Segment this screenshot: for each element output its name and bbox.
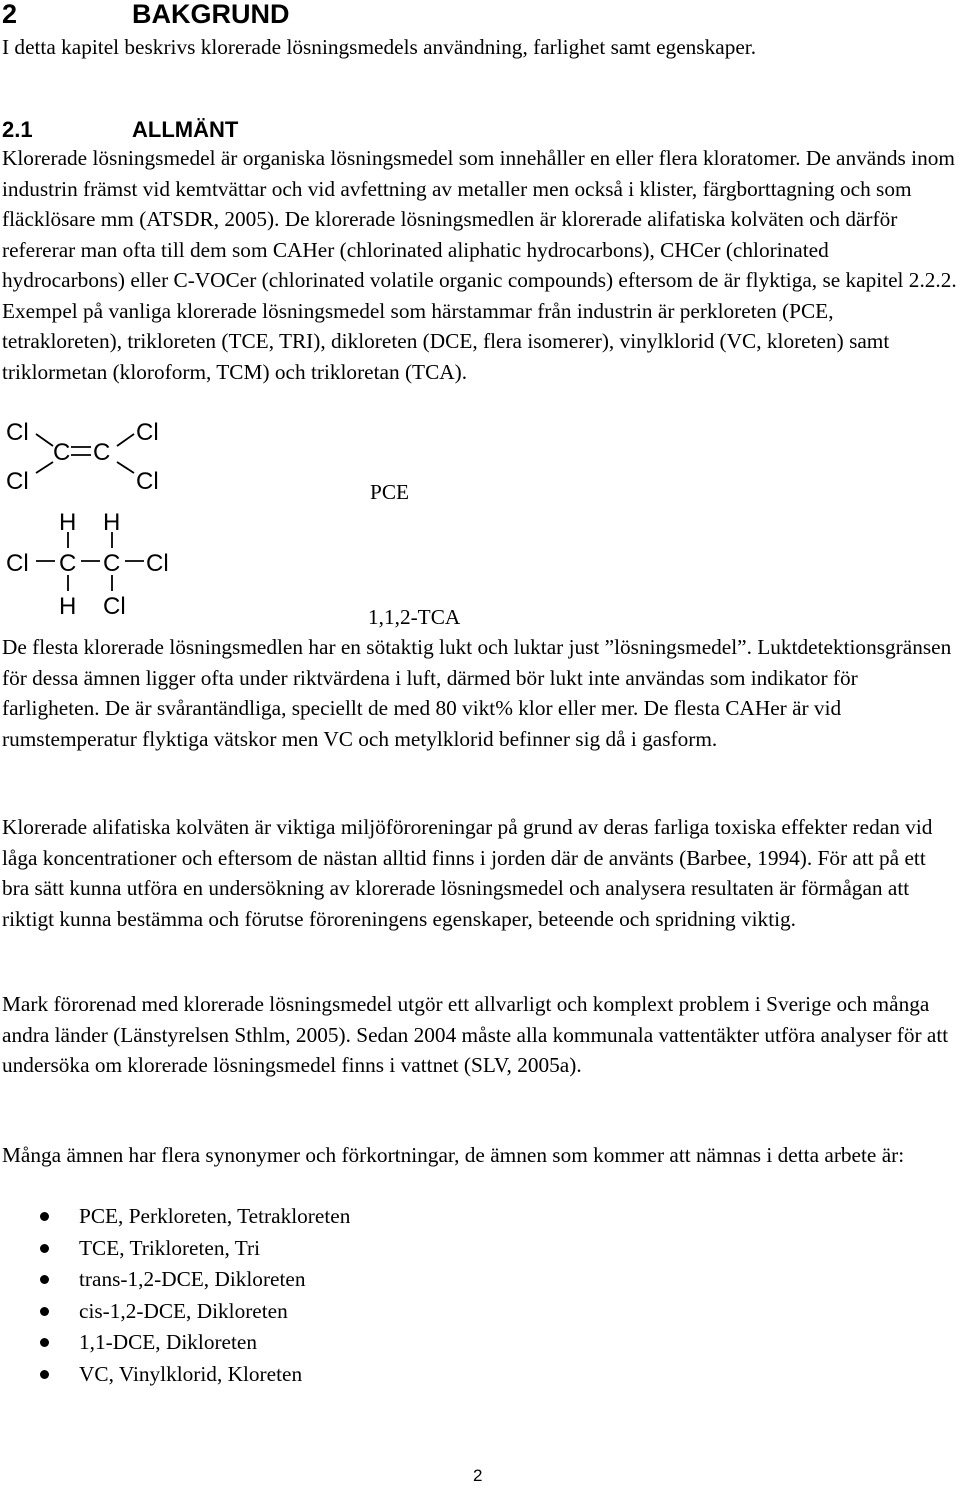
list-item xyxy=(0,1201,600,1233)
chapter-heading xyxy=(2,0,290,30)
section-title: ALLMÄNT xyxy=(132,117,239,142)
section-number: 2.1 xyxy=(2,117,33,142)
pce-label: PCE xyxy=(370,480,410,504)
chapter-title: BAKGRUND xyxy=(132,0,290,29)
bullet-icon xyxy=(40,1370,49,1379)
chemical-structures xyxy=(0,410,480,625)
list-item xyxy=(0,1264,600,1296)
bullet-icon xyxy=(40,1244,49,1253)
tca-atom-c-2: C xyxy=(103,550,121,577)
paragraph-odor: De flesta klorerade lösningsmedlen har en sötaktig lukt och luktar just ”lösningsmedel”. Luktdetektionsgränsen för dessa ämnen ligger ofta under riktvärdena i luft, därmed bör lukt inte användas som indikator för farligheten. De är svårantändliga, speciellt de med 80 vikt% klor eller mer. De flesta CAHer är vid rumstemperatur flyktiga vätskor men VC och metylklorid befinner sig då i gasform. xyxy=(2,635,952,751)
pce-atom-c-1: C xyxy=(53,439,71,466)
pce-atom-c-2: C xyxy=(93,439,111,466)
chapter-number: 2 xyxy=(2,0,18,29)
pce-atom-cl-2: Cl xyxy=(136,419,159,446)
page-number: 2 xyxy=(473,1466,483,1485)
tca-atom-cl-1: Cl xyxy=(6,550,29,577)
pce-atom-cl-1: Cl xyxy=(6,419,29,446)
paragraph-synonyms: Många ämnen har flera synonymer och förkortningar, de ämnen som kommer att nämnas i detta arbete är: xyxy=(2,1143,905,1167)
paragraph-contaminated-soil: Mark förorenad med klorerade lösningsmedel utgör ett allvarligt och komplext problem i Sverige och många andra länder (Länstyrelsen Sthlm, 2005). Sedan 2004 måste alla kommunala vattentäkter utföra analyser för att undersöka om klorerade lösningsmedel finns i vattnet (SLV, 2005a). xyxy=(2,992,949,1077)
pce-atom-cl-3: Cl xyxy=(6,468,29,495)
tca-label: 1,1,2-TCA xyxy=(368,605,461,629)
bullet-icon xyxy=(40,1338,49,1347)
tca-atom-cl-2: Cl xyxy=(146,550,169,577)
chapter-intro: I detta kapitel beskrivs klorerade lösningsmedels användning, farlighet samt egenskaper. xyxy=(2,35,757,59)
list-item-text: trans-1,2-DCE, Dikloreten xyxy=(79,1267,306,1292)
list-item xyxy=(0,1327,600,1359)
paragraph-general: Klorerade lösningsmedel är organiska lösningsmedel som innehåller en eller flera kloratomer. De används inom industrin främst vid kemtvättar och vid avfettning av metaller men också i klister, färgborttagning och som fläcklösare mm (ATSDR, 2005). De klorerade lösningsmedlen är klorerade alifatiska kolväten och därför refererar man ofta till dem som CAHer (chlorinated aliphatic hydrocarbons), CHCer (chlorinated hydrocarbons) eller C-VOCer (chlorinated volatile organic compounds) eftersom de är flyktiga, se kapitel 2.2.2. Exempel på vanliga klorerade lösningsmedel som härstammar från industrin är perkloreten (PCE, tetrakloreten), trikloreten (TCE, TRI), dikloreten (DCE, flera isomerer), vinylklorid (VC, kloreten) samt triklormetan (kloroform, TCM) och trikloretan (TCA). xyxy=(2,146,957,384)
tca-structure xyxy=(36,532,144,591)
synonym-list xyxy=(0,1201,600,1391)
tca-atom-cl-3: Cl xyxy=(103,593,126,620)
pce-atoms xyxy=(6,419,159,495)
tca-atom-h-2: H xyxy=(103,509,121,536)
list-item xyxy=(0,1296,600,1328)
list-item-text: 1,1-DCE, Dikloreten xyxy=(79,1330,258,1355)
list-item-text: VC, Vinylklorid, Kloreten xyxy=(79,1361,303,1386)
tca-atoms xyxy=(6,509,169,620)
bullet-icon xyxy=(40,1212,49,1221)
bullet-icon xyxy=(40,1275,49,1284)
list-item xyxy=(0,1233,600,1265)
tca-atom-h-3: H xyxy=(59,593,77,620)
tca-atom-c-1: C xyxy=(59,550,77,577)
list-item-text: cis-1,2-DCE, Dikloreten xyxy=(79,1298,288,1323)
pce-atom-cl-4: Cl xyxy=(136,468,159,495)
paragraph-pollutants: Klorerade alifatiska kolväten är viktiga miljöföroreningar på grund av deras farliga toxiska effekter redan vid låga koncentrationer och eftersom de nästan alltid finns i jorden där de använts (Barbee, 1994). För att på ett bra sätt kunna utföra en undersökning av klorerade lösningsmedel och analysera resultaten är förmågan att riktigt kunna bestämma och förutse föroreningens egenskaper, beteende och spridning viktig. xyxy=(2,815,933,931)
list-item-text: PCE, Perkloreten, Tetrakloreten xyxy=(79,1204,351,1228)
bullet-icon xyxy=(40,1307,49,1316)
list-item-text: TCE, Trikloreten, Tri xyxy=(79,1235,261,1260)
section-heading xyxy=(2,116,238,144)
tca-atom-h-1: H xyxy=(59,509,77,536)
pce-structure xyxy=(36,434,134,473)
list-item xyxy=(0,1359,600,1391)
